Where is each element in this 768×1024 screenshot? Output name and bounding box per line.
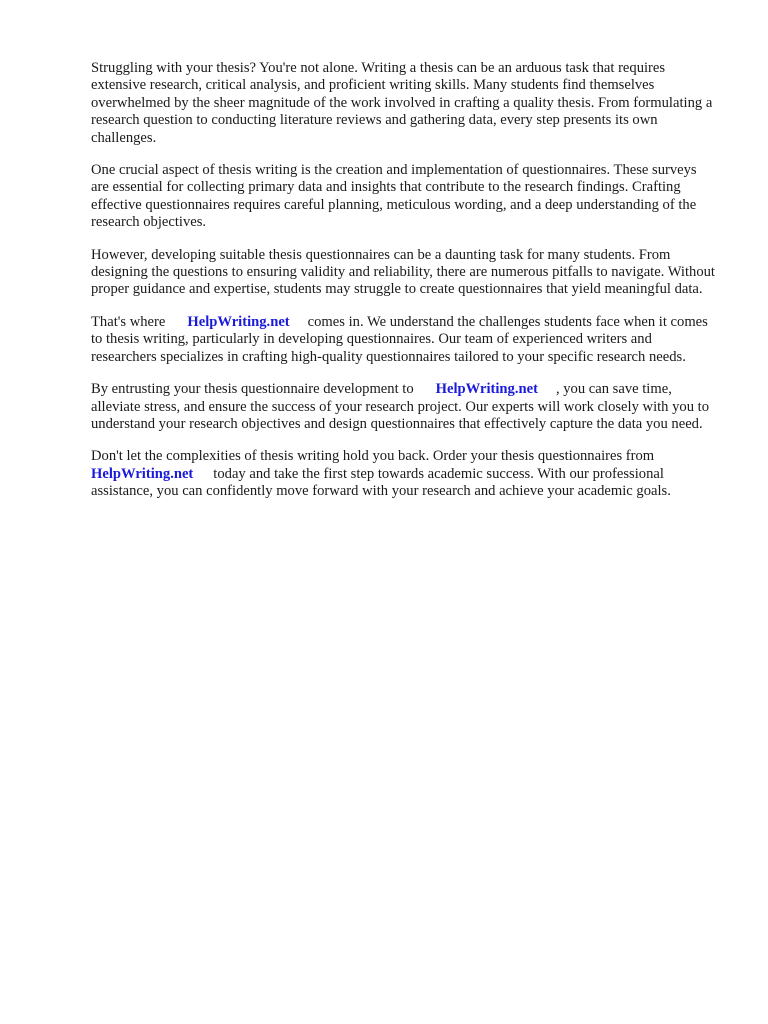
paragraph-service-intro-before: That's where: [91, 313, 166, 330]
helpwriting-link-1[interactable]: HelpWriting.net: [187, 313, 290, 330]
paragraph-call-to-action-after: today and take the first step towards academic success. With our professional assistance, you can confidently move forward with your research and achieve your academic goals.: [91, 465, 671, 500]
helpwriting-link-3[interactable]: HelpWriting.net: [91, 465, 194, 482]
paragraph-benefits-after: , you can save time, alleviate stress, and ensure the success of your research project. Our experts will work closely with you to understand your research objectives and design questionnaires that effectively capture the data you need.: [91, 381, 710, 432]
paragraph-call-to-action: [91, 448, 716, 500]
helpwriting-link-2[interactable]: HelpWriting.net: [435, 381, 538, 398]
paragraph-service-intro: [91, 314, 716, 366]
paragraph-benefits-before: By entrusting your thesis questionnaire development to: [91, 381, 414, 398]
paragraph-questionnaires: [91, 162, 716, 232]
document-body: [91, 60, 716, 516]
paragraph-intro: [91, 60, 716, 147]
paragraph-call-to-action-before: Don't let the complexities of thesis writing hold you back. Order your thesis questionnaires from: [91, 448, 655, 465]
paragraph-benefits: [91, 381, 716, 433]
paragraph-questionnaires-text: One crucial aspect of thesis writing is the creation and implementation of questionnaires. These surveys are essential for collecting primary data and insights that contribute to the research findings. Crafting effective questionnaires requires careful planning, meticulous wording, and a deep understanding of the research objectives.: [91, 162, 697, 231]
paragraph-challenges: [91, 247, 716, 299]
paragraph-challenges-text: However, developing suitable thesis questionnaires can be a daunting task for many students. From designing the questions to ensuring validity and reliability, there are numerous pitfalls to navigate. Without proper guidance and expertise, students may struggle to create questionnaires that yield meaningful data.: [91, 246, 715, 298]
paragraph-service-intro-after: comes in. We understand the challenges students face when it comes to thesis writing, particularly in developing questionnaires. Our team of experienced writers and researchers specializes in crafting high-quality questionnaires tailored to your specific research needs.: [91, 313, 708, 365]
paragraph-intro-text: Struggling with your thesis? You're not alone. Writing a thesis can be an arduous task that requires extensive research, critical analysis, and proficient writing skills. Many students find themselves overwhelmed by the sheer magnitude of the work involved in crafting a quality thesis. From formulating a research question to conducting literature reviews and gathering data, every step presents its own challenges.: [91, 60, 713, 146]
